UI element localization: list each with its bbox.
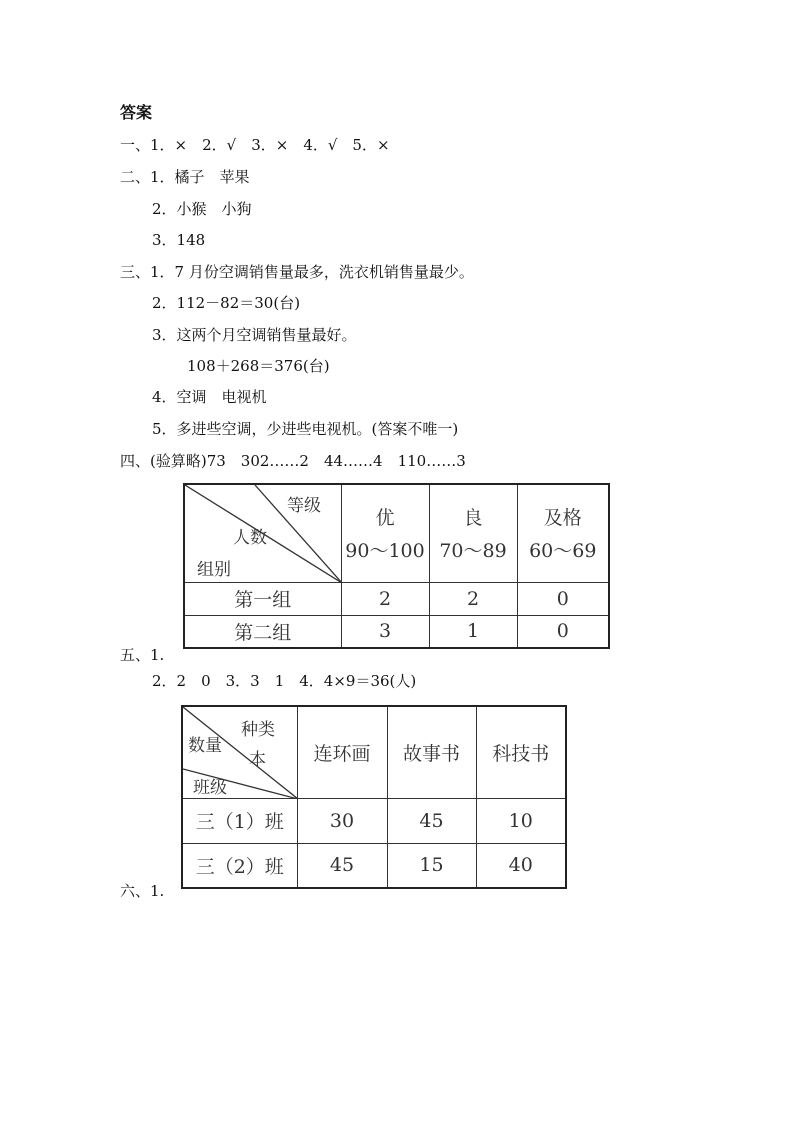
table2-col-header: 连环画 [297, 706, 387, 798]
table-cell: 1 [429, 615, 517, 648]
section-2-item-3: 3．148 [152, 231, 206, 249]
table1-corner-top: 等级 [287, 496, 321, 516]
row-label: 三（2）班 [182, 843, 297, 888]
section-3-item-4: 4．空调 电视机 [152, 388, 267, 406]
section-3-item-5: 5．多进些空调，少进些电视机。(答案不唯一) [152, 420, 459, 438]
table2-col-header: 科技书 [476, 706, 566, 798]
table1-corner-header [184, 484, 341, 582]
table-cell: 2 [341, 582, 429, 615]
table-row [184, 615, 609, 648]
table2-corner-bottom: 班级 [193, 778, 227, 798]
table-cell: 15 [387, 843, 476, 888]
grade-count-table [183, 483, 610, 649]
table-cell: 2 [429, 582, 517, 615]
table-cell: 45 [297, 843, 387, 888]
table-cell: 45 [387, 798, 476, 843]
section-4-answers: 四、(验算略)73 302……2 44……4 110……3 [120, 452, 466, 470]
section-6-item-1: 六、1. [120, 882, 165, 900]
table2-corner-top: 种类 [241, 720, 275, 740]
section-3-item-3-calc: 108＋268＝376(台) [187, 357, 330, 375]
table-row [182, 798, 566, 843]
table-cell: 0 [517, 582, 609, 615]
table-row [184, 582, 609, 615]
table-cell: 3 [341, 615, 429, 648]
section-2-item-2: 2．小猴 小狗 [152, 200, 252, 218]
table-row [182, 843, 566, 888]
section-3-item-2: 2．112－82＝30(台) [152, 294, 301, 312]
table2-corner-middle-left: 数量 [188, 736, 222, 756]
table2-col-header: 故事书 [387, 706, 476, 798]
section-5-item-1: 五、1. [120, 646, 165, 664]
section-1-answers: 一、1．× 2．√ 3．× 4．√ 5．× [120, 136, 390, 154]
table-cell: 10 [476, 798, 566, 843]
book-count-table [181, 705, 567, 889]
table1-col-header: 良 70～89 [429, 484, 517, 582]
row-label: 第一组 [184, 582, 341, 615]
table-cell: 40 [476, 843, 566, 888]
table-cell: 30 [297, 798, 387, 843]
section-3-item-1: 三、1．7 月份空调销售量最多，洗衣机销售量最少。 [120, 263, 474, 281]
table1-col-header: 优 90～100 [341, 484, 429, 582]
section-5-item-2: 2．2 0 3．3 1 4．4×9＝36(人) [152, 672, 417, 690]
table1-corner-middle: 人数 [233, 528, 267, 548]
table1-corner-bottom: 组别 [197, 560, 231, 580]
table2-corner-header [182, 706, 297, 798]
answer-title: 答案 [120, 103, 153, 122]
table-cell: 0 [517, 615, 609, 648]
table1-col-header: 及格 60～69 [517, 484, 609, 582]
section-3-item-3: 3．这两个月空调销售量最好。 [152, 326, 357, 344]
table2-corner-middle-right: 本 [249, 750, 266, 770]
row-label: 第二组 [184, 615, 341, 648]
row-label: 三（1）班 [182, 798, 297, 843]
section-2-item-1: 二、1．橘子 苹果 [120, 168, 250, 186]
